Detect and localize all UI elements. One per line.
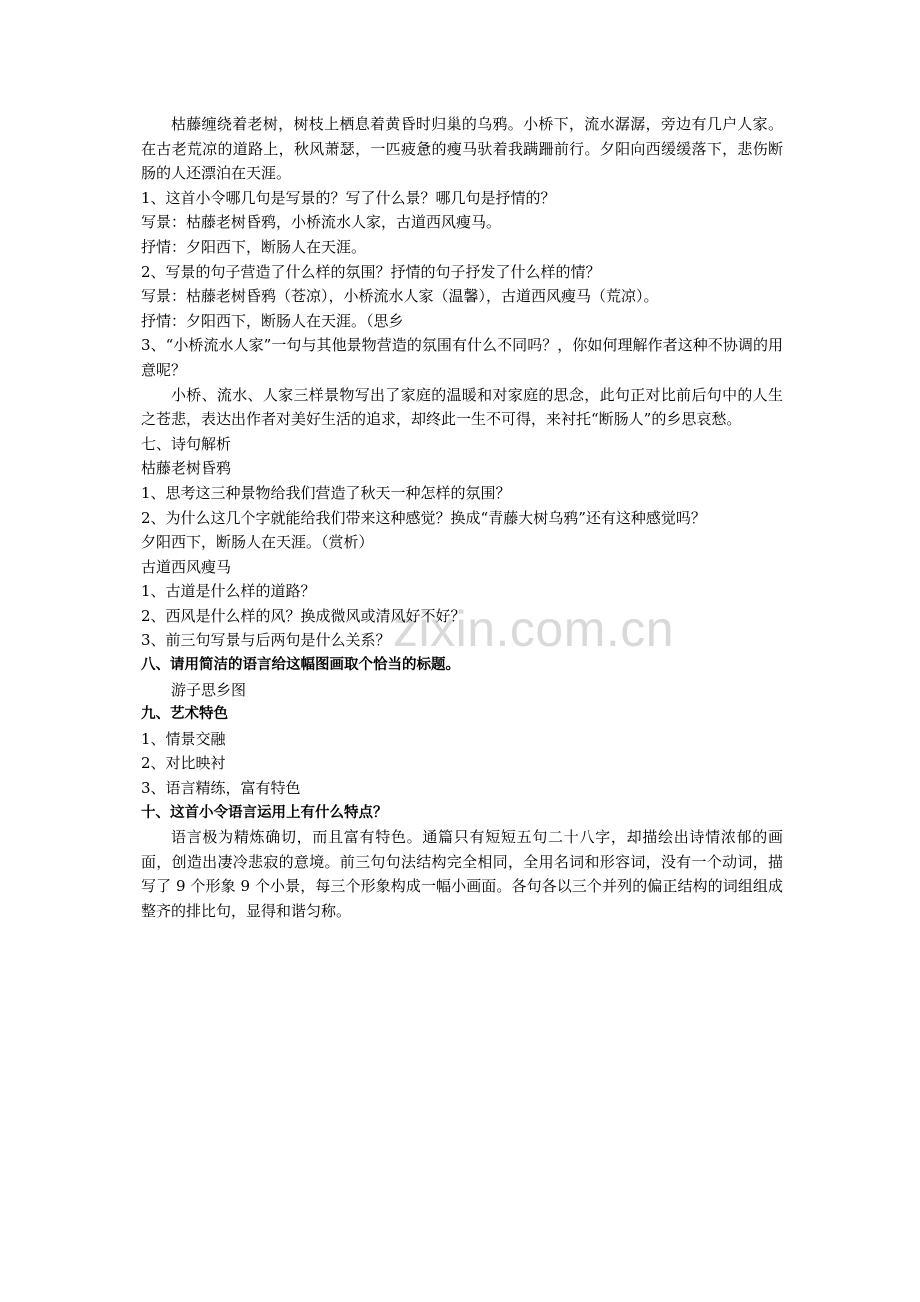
question-3: 3、“小桥流水人家”一句与其他景物营造的氛围有什么不同吗？，你如何理解作者这种不协调的用意呢？ bbox=[141, 336, 783, 379]
poem-line-1: 枯藤老树昏鸦 bbox=[141, 459, 232, 478]
section-7-title: 七、诗句解析 bbox=[141, 434, 232, 453]
section-10-title: 十、这首小令语言运用上有什么特点？ bbox=[141, 804, 388, 821]
section-8-title: 八、请用简洁的语言给这幅图画取个恰当的标题。 bbox=[141, 657, 460, 674]
section-7-question-4: 2、西风是什么样的风？换成微风或清风好不好？ bbox=[141, 606, 466, 625]
section-8-answer: 游子思乡图 bbox=[171, 680, 247, 699]
answer-3: 小桥、流水、人家三样景物写出了家庭的温暖和对家庭的思念，此句正对比前后句中的人生之苍悲，表达出作者对美好生活的追求，却终此一生不可得，来衬托“断肠人”的乡思哀愁。 bbox=[141, 385, 783, 429]
section-7-question-3: 1、古道是什么样的道路？ bbox=[141, 582, 316, 601]
translation-paragraph: 枯藤缠绕着老树，树枝上栖息着黄昏时归巢的乌鸦。小桥下，流水潺潺，旁边有几户人家。在古老荒凉的道路上，秋风萧瑟，一匹疲惫的瘦马驮着我蹒跚前行。夕阳向西缓缓落下，悲伤断肠的人还漂泊在天涯。 bbox=[141, 115, 783, 183]
answer-1-scene: 写景：枯藤老树昏鸦，小桥流水人家，古道西风瘦马。 bbox=[141, 213, 502, 232]
section-9-item-3: 3、语言精练，富有特色 bbox=[141, 779, 301, 798]
question-1: 1、这首小令哪几句是写景的？写了什么景？哪几句是抒情的？ bbox=[141, 188, 556, 207]
section-7-question-1: 1、思考这三种景物给我们营造了秋天一种怎样的氛围？ bbox=[141, 483, 511, 502]
section-7-question-5: 3、前三句写景与后两句是什么关系？ bbox=[141, 631, 391, 650]
section-7-question-2: 2、为什么这几个字就能给我们带来这种感觉？换成“青藤大树乌鸦”还有这种感觉吗？ bbox=[141, 508, 706, 527]
answer-1-emotion: 抒情：夕阳西下，断肠人在天涯。 bbox=[141, 237, 367, 256]
section-9-item-1: 1、情景交融 bbox=[141, 729, 226, 748]
section-10-answer: 语言极为精炼确切，而且富有特色。通篇只有短短五句二十八字，却描绘出诗情浓郁的画面，创造出凄冷悲寂的意境。前三句句法结构完全相同，全用名词和形容词，没有一个动词，描写了 9 个形象 9 个小景，每三个形象构成一幅小画面。各句各以三个并列的偏正结构的词组组成整齐的排比句，显得和谐匀称。 bbox=[141, 828, 783, 920]
question-2: 2、写景的句子营造了什么样的氛围？抒情的句子抒发了什么样的情？ bbox=[141, 262, 601, 281]
poem-line-2: 夕阳西下，断肠人在天涯。（赏析） bbox=[141, 533, 374, 552]
section-9-item-2: 2、对比映衬 bbox=[141, 754, 226, 773]
section-9-title: 九、艺术特色 bbox=[141, 706, 228, 723]
poem-line-3: 古道西风瘦马 bbox=[141, 557, 232, 576]
watermark: zixin.com.cn bbox=[393, 601, 675, 657]
answer-2-scene: 写景：枯藤老树昏鸦（苍凉），小桥流水人家（温馨），古道西风瘦马（荒凉）。 bbox=[141, 287, 659, 306]
answer-2-emotion: 抒情：夕阳西下，断肠人在天涯。（思乡 bbox=[141, 311, 404, 330]
document-body bbox=[141, 112, 783, 924]
